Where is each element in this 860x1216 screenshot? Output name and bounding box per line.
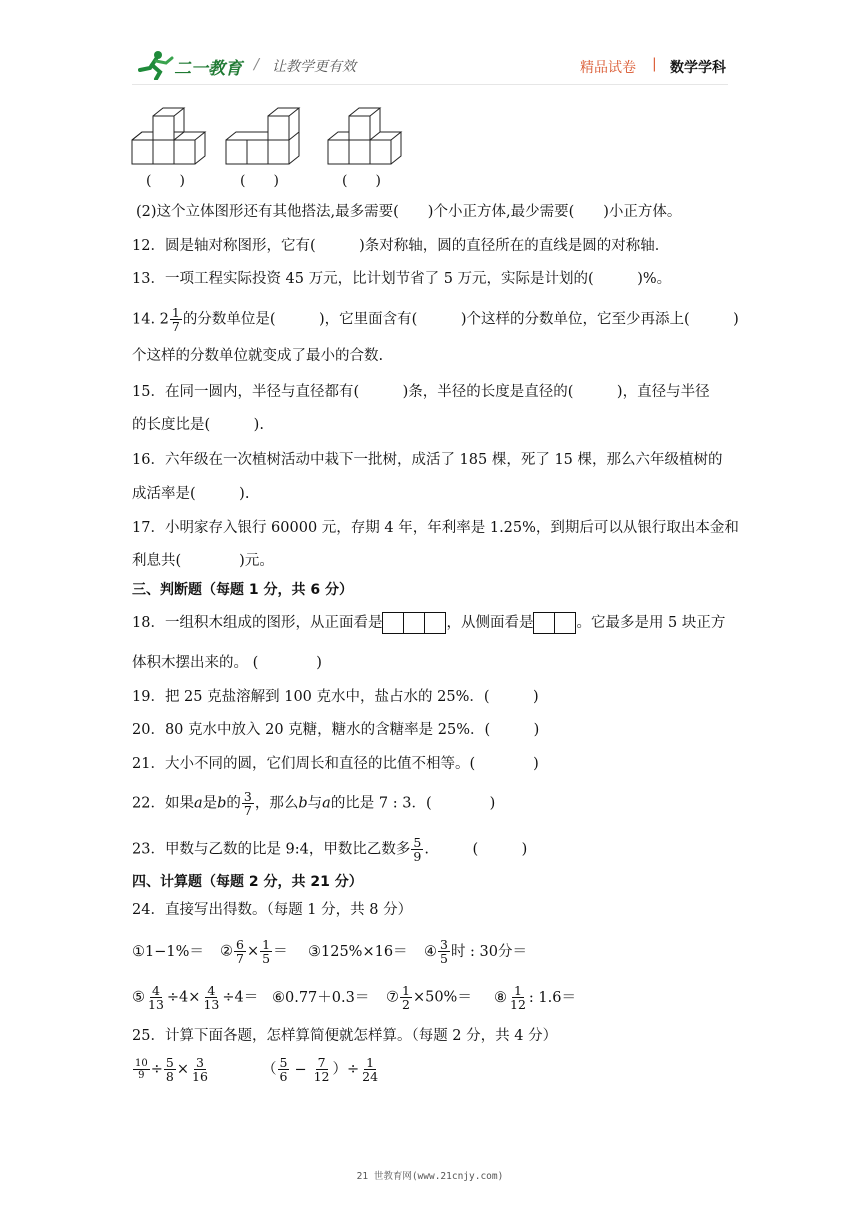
question-14-line2: 个这样的分数单位就变成了最小的合数.	[132, 348, 384, 364]
calc-6: ⑥0.77＋0.3＝	[272, 989, 370, 1006]
question-16-line1: 16．六年级在一次植树活动中栽下一批树，成活了 185 棵，死了 15 棵，那么六年级植树的	[132, 452, 723, 468]
front-view-boxes	[382, 612, 446, 634]
calc-3: ③125%×16＝	[308, 943, 408, 960]
q14-rest: 的分数单位是( )，它里面含有( )个这样的分数单位，它至少再添上( )	[182, 311, 739, 328]
question-17-line2: 利息共( )元。	[132, 553, 274, 569]
question-13: 13．一项工程实际投资 45 万元，比计划节省了 5 万元，实际是计划的( )%。	[132, 271, 672, 287]
section-3-title: 三、判断题（每题 1 分，共 6 分）	[132, 582, 353, 598]
question-11-part2: (2)这个立体图形还有其他搭法,最多需要( )个小正方体,最少需要( )小正方体。	[136, 204, 682, 220]
calc-row-2	[132, 984, 576, 1011]
fraction-three-sevenths: $\frac{3}{7}$	[243, 789, 252, 818]
question-23: 23．甲数与乙数的比是 9:4，甲数比乙数多 $\frac{5}{9}$ . ( )	[132, 835, 528, 864]
slash-divider: /	[254, 55, 260, 73]
calc-4: ④ $\frac{3}{5}$ 时 : 30分＝	[424, 937, 528, 966]
q25-expression-2: （ $\frac{5}{6}$ − $\frac{7}{12}$ ）÷ $\frac{1}{24}$	[262, 1055, 379, 1084]
header	[132, 48, 728, 84]
side-view-boxes	[533, 612, 576, 634]
fraction-five-ninths: $\frac{5}{9}$	[413, 835, 422, 864]
cube-figures	[128, 100, 408, 170]
question-12: 12．圆是轴对称图形，它有( )条对称轴，圆的直径所在的直线是圆的对称轴．	[132, 238, 670, 254]
header-separator: |	[652, 56, 657, 72]
runner-logo-icon	[136, 50, 176, 80]
question-25: 25．计算下面各题，怎样算简便就怎样算。（每题 2 分，共 4 分）	[132, 1028, 558, 1044]
question-14-line1	[132, 306, 739, 333]
question-19: 19．把 25 克盐溶解到 100 克水中，盐占水的 25%．( )	[132, 689, 539, 705]
q25-expression-1: $\frac{10}{9}$ ÷ $\frac{5}{8}$ × $\frac{3}{16}$	[135, 1055, 208, 1084]
question-15-line1: 15．在同一圆内，半径与直径都有( )条，半径的长度是直径的( )，直径与半径	[132, 384, 710, 400]
cube-figure-3	[328, 108, 401, 164]
page-footer: 21 世教育网(www.21cnjy.com)	[356, 1171, 504, 1182]
question-24: 24．直接写出得数。（每题 1 分，共 8 分）	[132, 902, 413, 918]
header-label-subject: 数学学科	[670, 60, 726, 76]
logo-text: 二一教育	[174, 59, 242, 79]
slogan: 让教学更有效	[272, 59, 356, 75]
fraction-one-seventh: $\frac{1}{7}$	[171, 305, 180, 334]
question-17-line1: 17．小明家存入银行 60000 元，存期 4 年，年利率是 1.25%，到期后可以从银行取出本金和	[132, 520, 739, 536]
cube-figure-1	[132, 108, 205, 164]
header-label-premium: 精品试卷	[580, 60, 636, 76]
q14-prefix: 14. 2	[132, 311, 169, 328]
header-rule	[132, 84, 728, 85]
calc-row-1	[132, 938, 527, 965]
question-20: 20．80 克水中放入 20 克糖，糖水的含糖率是 25%．( )	[132, 722, 540, 738]
question-15-line2: 的长度比是( ).	[132, 417, 264, 433]
section-4-title: 四、计算题（每题 2 分，共 21 分）	[132, 874, 363, 890]
question-22: 22．如果a是b的 $\frac{3}{7}$ ，那么b与a的比是 7 : 3．( )	[132, 789, 496, 818]
calc-8: ⑧ $\frac{1}{12}$ : 1.6＝	[494, 983, 576, 1012]
question-16-line2: 成活率是( ).	[132, 486, 250, 502]
question-18-line2: 体积木摆出来的。 ( )	[132, 655, 322, 671]
figure-1-blank: ( )	[146, 173, 185, 189]
calc-5: ⑤ $\frac{4}{13}$ ÷4× $\frac{4}{13}$ ÷4＝	[132, 983, 259, 1012]
question-21: 21．大小不同的圆，它们周长和直径的比值不相等。( )	[132, 756, 539, 772]
figure-3-blank: ( )	[342, 173, 381, 189]
calc-1: ①1−1%＝	[132, 943, 204, 960]
figure-2-blank: ( )	[240, 173, 279, 189]
calc-7: ⑦ $\frac{1}{2}$ ×50%＝	[386, 983, 472, 1012]
calc-2: ② $\frac{6}{7}$ × $\frac{1}{5}$ ＝	[220, 937, 288, 966]
cube-figure-2	[226, 108, 299, 164]
question-18-line1: 18．一组积木组成的图形，从正面看是 ，从侧面看是 。它最多是用 5 块正方	[132, 612, 725, 634]
